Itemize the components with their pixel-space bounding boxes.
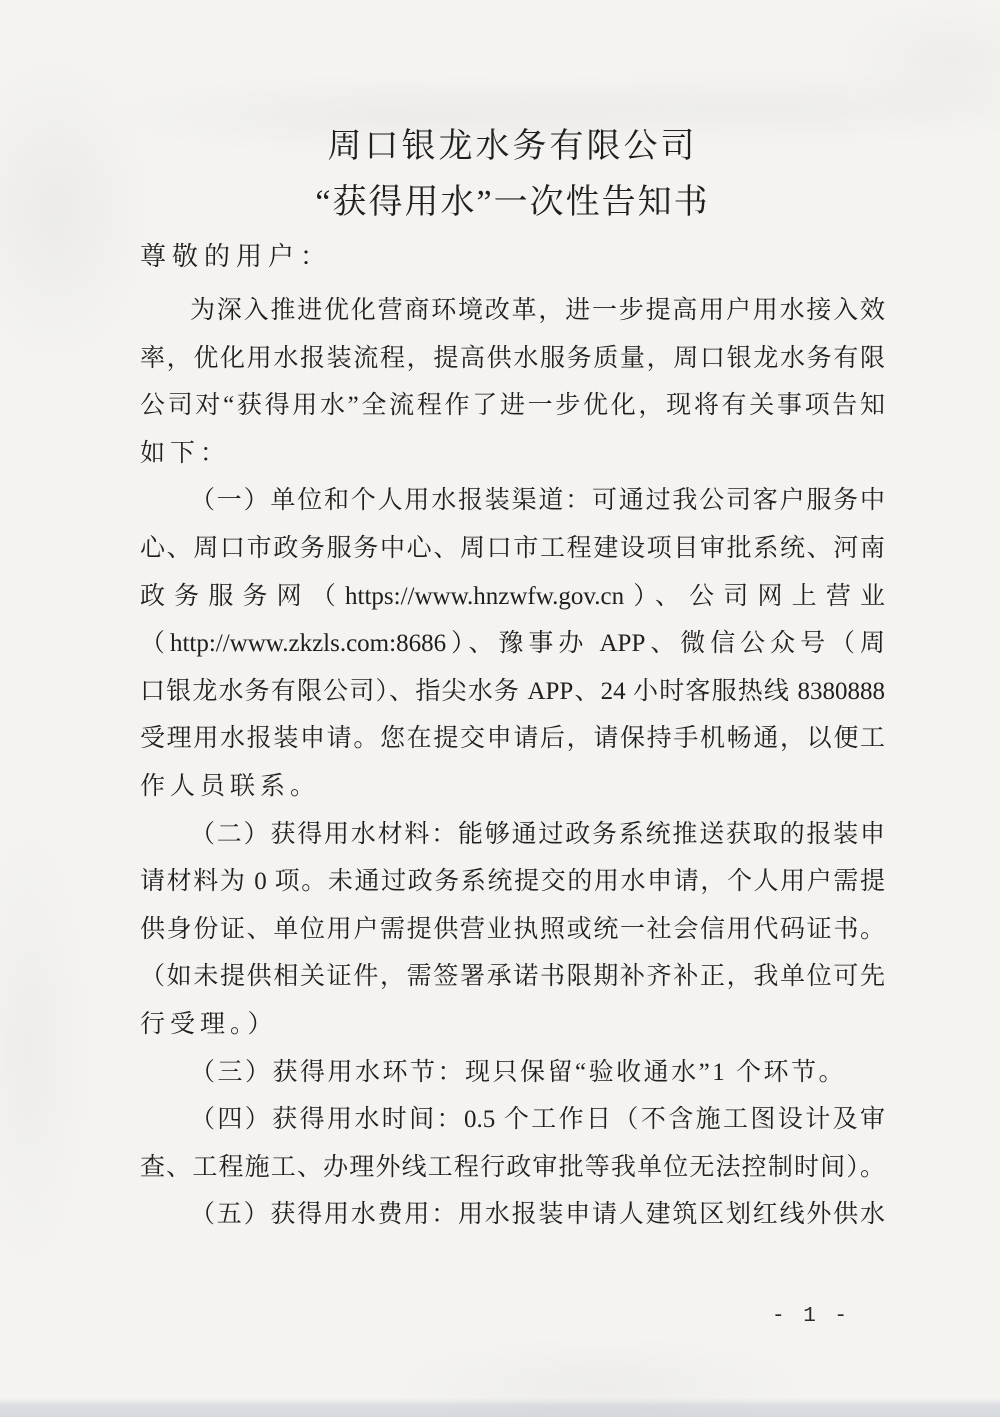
body-line: （一）单位和个人用水报装渠道：可通过我公司客户服务中 <box>190 487 885 515</box>
document-subtitle: “获得用水”一次性告知书 <box>315 184 710 221</box>
body-line: （二）获得用水材料：能够通过政务系统推送获取的报装申 <box>190 820 885 848</box>
body-line: 作人员联系。 <box>140 772 321 800</box>
body-line: 请材料为 0 项。未通过政务系统提交的用水申请，个人用户需提 <box>140 868 885 896</box>
body-line: 率，优化用水报装流程，提高供水服务质量，周口银龙水务有限 <box>140 344 885 372</box>
document-body <box>140 287 885 1239</box>
body-line: 公司对“获得用水”全流程作了进一步优化，现将有关事项告知 <box>140 392 885 420</box>
body-line: 口银龙水务有限公司）、指尖水务 APP、24 小时客服热线 8380888 <box>140 677 885 705</box>
body-line: 为深入推进优化营商环境改革，进一步提高用户用水接入效 <box>190 297 885 324</box>
body-line: （如未提供相关证件，需签署承诺书限期补齐补正，我单位可先 <box>140 963 885 991</box>
body-line: 心、周口市政务服务中心、周口市工程建设项目审批系统、河南 <box>140 534 885 562</box>
body-line: （http://www.zkzls.com:8686）、豫事办 APP、微信公众号（周 <box>140 630 885 658</box>
body-line: 如下： <box>140 439 231 467</box>
page-number: - 1 - <box>772 1305 851 1328</box>
salutation: 尊敬的用户： <box>140 242 333 271</box>
body-line: 受理用水报装申请。您在提交申请后，请保持手机畅通，以便工 <box>140 725 885 753</box>
document-title: 周口银龙水务有限公司 <box>327 128 698 165</box>
body-line: 查、工程施工、办理外线工程行政审批等我单位无法控制时间）。 <box>140 1153 885 1181</box>
body-line: 供身份证、单位用户需提供营业执照或统一社会信用代码证书。 <box>140 915 885 943</box>
body-line: 政务服务网（https://www.hnzwfw.gov.cn）、公司网上营业 <box>140 582 885 610</box>
body-line: （四）获得用水时间：0.5 个工作日（不含施工图设计及审 <box>190 1106 885 1134</box>
body-line: （五）获得用水费用：用水报装申请人建筑区划红线外供水 <box>190 1201 885 1229</box>
body-line: 行受理。） <box>140 1010 278 1038</box>
body-line: （三）获得用水环节：现只保留“验收通水”1 个环节。 <box>190 1058 846 1086</box>
